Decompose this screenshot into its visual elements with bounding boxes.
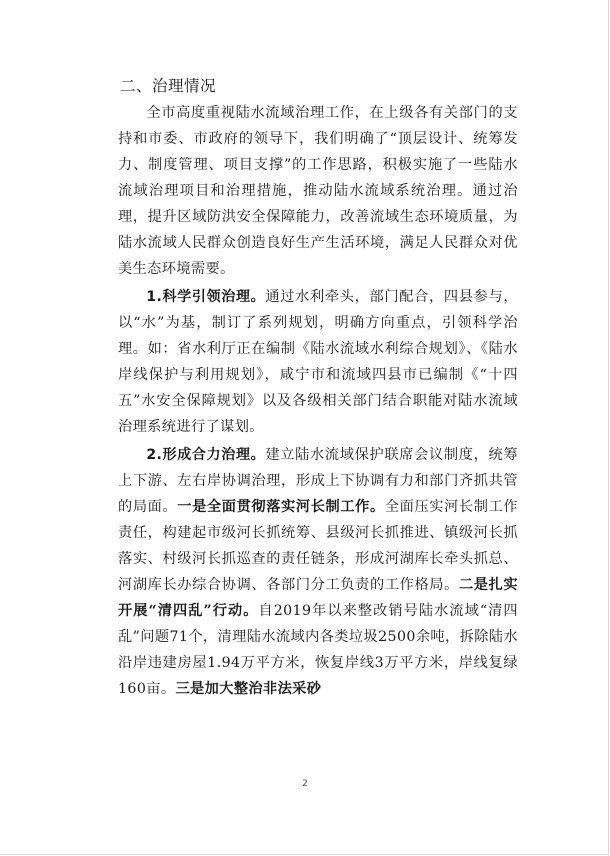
page-number: 2 bbox=[302, 779, 308, 789]
paragraph-text-2c: 自2019年以来整改销号陆水流域“清四乱”问题71个，清理陆水流域内各类垃圾2500余吨，拆除陆水沿岸违建房屋1.94万平方米，恢复岸线3万平方米，岸线复绿160亩。 bbox=[118, 603, 518, 697]
emphasis-four-chaos: 二是扎实开展“清四乱”行动。 bbox=[118, 577, 518, 619]
paragraph-lead-1: 1.科学引领治理。 bbox=[146, 289, 266, 305]
paragraph-body-1: 通过水利牵头，部门配合，四县参与，以“水”为基，制订了系列规划，明确方向重点，引领科学治理。如：省水利厅正在编制《陆水流域水利综合规划》、《陆水岸线保护与利用规划》，咸宁市和流域四县市已编制《“十四五”水安全保障规划》以及各级相关部门结合职能对陆水流域治理系统进行了谋划。 bbox=[118, 289, 518, 435]
emphasis-river-chief: 一是全面贯彻落实河长制工作。 bbox=[177, 499, 385, 515]
intro-paragraph bbox=[118, 100, 518, 282]
paragraph-scientific-governance bbox=[118, 284, 518, 440]
paragraph-lead-2: 2.形成合力治理。 bbox=[146, 447, 266, 463]
intro-text: 全市高度重视陆水流域治理工作，在上级各有关部门的支持和市委、市政府的领导下，我们明确了“顶层设计、统筹发力、制度管理、项目支撑”的工作思路，积极实施了一些陆水流域治理项目和治理措施，推动陆水流域系统治理。通过治理，提升区域防洪安全保障能力，改善流域生态环境质量，为陆水流域人民群众创造良好生产生活环境，满足人民群众对优美生态环境需要。 bbox=[118, 105, 518, 277]
section-heading: 二、治理情况 bbox=[120, 77, 217, 95]
paragraph-text-2b: 全面压实河长制工作责任，构建起市级河长抓统筹、县级河长抓推进、镇级河长抓落实、村级河长抓巡查的责任链条，形成河湖库长牵头抓总、河湖库长办综合协调、各部门分工负责的工作格局。 bbox=[118, 499, 518, 593]
emphasis-illegal-sand: 三是加大整治非法采砂 bbox=[175, 681, 322, 697]
document-body bbox=[118, 74, 518, 702]
paragraph-text-2a: 建立陆水流域保护联席会议制度，统筹上下游、左右岸协调治理，形成上下协调有力和部门齐抓共管的局面。 bbox=[118, 447, 518, 515]
paragraph-joint-governance bbox=[118, 442, 518, 702]
